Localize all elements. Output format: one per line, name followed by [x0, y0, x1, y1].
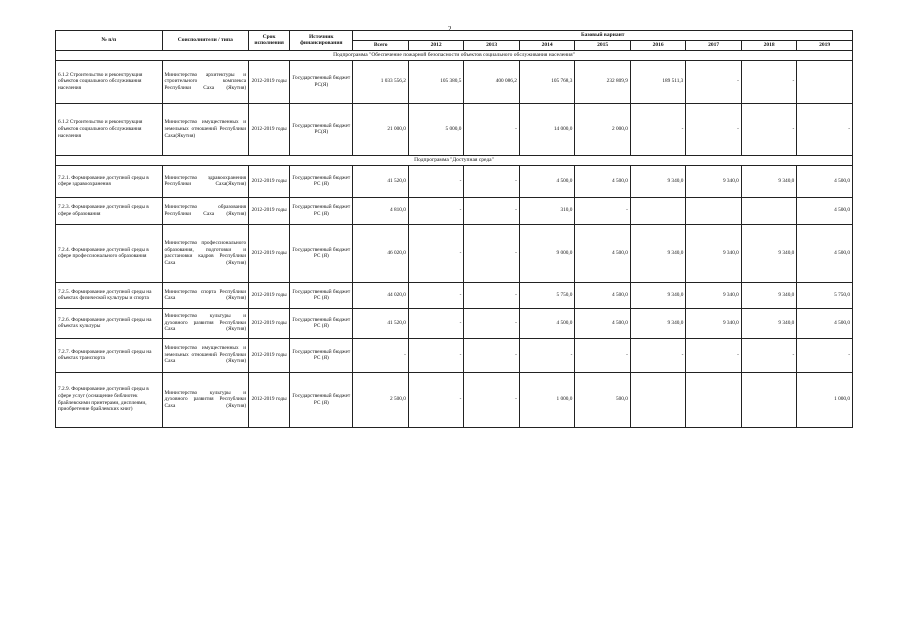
row-value: - [797, 103, 853, 155]
row-value: 105 768,3 [519, 60, 574, 103]
header-executors: Соисполнители / типа [162, 31, 249, 51]
row-value: - [686, 103, 741, 155]
row-term: 2012-2019 годы [249, 165, 290, 197]
row-value: 310,0 [519, 197, 574, 224]
row-executor: Министерство архитектуры и строительного комплекса Республики Саха (Якутия) [162, 60, 249, 103]
row-value: 46 020,0 [353, 224, 408, 282]
row-value: 44 020,0 [353, 282, 408, 308]
row-value: 9 340,0 [686, 224, 741, 282]
row-value: 1 033 556,2 [353, 60, 408, 103]
row-value: 1 000,0 [519, 372, 574, 427]
row-value: 4 500,0 [519, 308, 574, 338]
row-source: Государственный бюджет РС (Я) [290, 308, 353, 338]
row-value [686, 372, 741, 427]
row-value: - [575, 338, 630, 372]
row-value: - [741, 103, 796, 155]
subprogram-row [56, 155, 853, 165]
table-row [56, 60, 853, 103]
row-value: - [408, 308, 463, 338]
header-year: 2013 [464, 41, 519, 51]
row-value: - [408, 338, 463, 372]
row-value: 9 340,0 [630, 165, 685, 197]
row-source: Государственный бюджет РС (Я) [290, 224, 353, 282]
table-row [56, 308, 853, 338]
row-value: 14 000,0 [519, 103, 574, 155]
row-value: 41 520,0 [353, 165, 408, 197]
row-term: 2012-2019 годы [249, 103, 290, 155]
row-value: 4 500,0 [797, 197, 853, 224]
subprogram-title: Подпрограмма "Доступная среда" [56, 155, 853, 165]
row-value: - [797, 338, 853, 372]
row-value: 9 340,0 [741, 308, 796, 338]
row-name: 7.2.4. Формирование доступной среды в сфере профессионального образования [56, 224, 163, 282]
row-value: 9 340,0 [741, 165, 796, 197]
header-year: 2012 [408, 41, 463, 51]
row-name: 6.1.2 Строительство и реконструкция объектов социального обслуживания населения [56, 60, 163, 103]
row-executor: Министерство культуры и духовного развития Республики Саха (Якутия) [162, 308, 249, 338]
table-row [56, 282, 853, 308]
row-value: 4 500,0 [575, 282, 630, 308]
row-term: 2012-2019 годы [249, 60, 290, 103]
row-value: - [464, 165, 519, 197]
row-executor: Министерство образования Республики Саха (Якутия) [162, 197, 249, 224]
row-name: 7.2.9. Формирование доступной среды в сфере услуг (оснащение библиотек брайлевскими принтерами, дисплеями, приобретение брайлевских книг) [56, 372, 163, 427]
row-value: - [686, 338, 741, 372]
row-value: 5 000,0 [408, 103, 463, 155]
row-value: 4 810,0 [353, 197, 408, 224]
row-value: 9 340,0 [630, 282, 685, 308]
row-value: 9 340,0 [630, 224, 685, 282]
row-value: 9 340,0 [630, 308, 685, 338]
header-year: Всего [353, 41, 408, 51]
table-row [56, 165, 853, 197]
row-value: 4 500,0 [575, 224, 630, 282]
row-value: 4 500,0 [575, 165, 630, 197]
row-term: 2012-2019 годы [249, 338, 290, 372]
row-value: 4 500,0 [797, 308, 853, 338]
row-source: Государственный бюджет РС (Я) [290, 338, 353, 372]
row-source: Государственный бюджет РС (Я) [290, 165, 353, 197]
row-value: 400 086,2 [464, 60, 519, 103]
row-executor: Министерство имущественных и земельных отношений Республики Саха (Якутия) [162, 338, 249, 372]
row-value: 9 340,0 [741, 282, 796, 308]
row-value [797, 60, 853, 103]
row-value: - [519, 338, 574, 372]
row-value: 9 340,0 [686, 165, 741, 197]
row-value: 9 000,0 [519, 224, 574, 282]
header-year: 2019 [797, 41, 853, 51]
row-value: 1 000,0 [797, 372, 853, 427]
subprogram-title: Подпрограмма "Обеспечение пожарной безопасности объектов социального обслуживания населения" [56, 50, 853, 60]
header-source: Источник финансирования [290, 31, 353, 51]
row-executor: Министерство культуры и духовного развития Республики Саха (Якутия) [162, 372, 249, 427]
row-value [630, 197, 685, 224]
row-source: Государственный бюджет РС(Я) [290, 103, 353, 155]
row-value: - [408, 197, 463, 224]
row-value: - [464, 372, 519, 427]
table-row [56, 103, 853, 155]
row-term: 2012-2019 годы [249, 224, 290, 282]
table-row [56, 197, 853, 224]
header-year: 2015 [575, 41, 630, 51]
table-row [56, 338, 853, 372]
row-value: 105 380,5 [408, 60, 463, 103]
header-year: 2017 [686, 41, 741, 51]
row-value: 9 340,0 [686, 282, 741, 308]
row-value: 2 500,0 [353, 372, 408, 427]
row-value [686, 197, 741, 224]
row-term: 2012-2019 годы [249, 308, 290, 338]
row-value: - [408, 165, 463, 197]
row-value: - [408, 282, 463, 308]
table-row [56, 372, 853, 427]
row-value: - [408, 224, 463, 282]
row-name: 7.2.6. Формирование доступной среды на объектах культуры [56, 308, 163, 338]
row-value: - [630, 338, 685, 372]
row-executor: Министерство имущественных и земельных отношений Республики Саха(Якутия) [162, 103, 249, 155]
subprogram-row [56, 50, 853, 60]
row-value: - [408, 372, 463, 427]
row-value [741, 197, 796, 224]
header-year: 2018 [741, 41, 796, 51]
row-value: 2 000,0 [575, 103, 630, 155]
row-term: 2012-2019 годы [249, 282, 290, 308]
row-value: - [464, 224, 519, 282]
row-name: 7.2.1. Формирование доступной среды в сфере здравоохранения [56, 165, 163, 197]
row-value: - [464, 338, 519, 372]
row-value: 500,0 [575, 372, 630, 427]
row-value: - [464, 197, 519, 224]
table-row [56, 224, 853, 282]
header-base: Базовый вариант [353, 31, 853, 41]
row-source: Государственный бюджет РС (Я) [290, 197, 353, 224]
row-executor: Министерство профессионального образования, подготовки и расстановки кадров Республики Саха (Якутия) [162, 224, 249, 282]
row-value: 5 750,0 [797, 282, 853, 308]
row-name: 7.2.7. Формирование доступной среды на объектах транспорта [56, 338, 163, 372]
row-name: 7.2.5. Формирование доступной среды на объектах физической культуры и спорта [56, 282, 163, 308]
header-year: 2014 [519, 41, 574, 51]
row-executor: Министерство спорта Республики Саха (Якутия) [162, 282, 249, 308]
row-value: - [464, 103, 519, 155]
row-value: 189 511,3 [630, 60, 685, 103]
page-number: 2 [448, 25, 452, 33]
row-value: 232 809,9 [575, 60, 630, 103]
row-name: 6.1.2 Строительство и реконструкция объектов социального обслуживания населения [56, 103, 163, 155]
row-value: - [464, 282, 519, 308]
row-term: 2012-2019 годы [249, 372, 290, 427]
row-value: 9 340,0 [741, 224, 796, 282]
row-value: 5 750,0 [519, 282, 574, 308]
row-value: 4 500,0 [575, 308, 630, 338]
row-term: 2012-2019 годы [249, 197, 290, 224]
row-executor: Министерство здравоохранения Республики Саха(Якутия) [162, 165, 249, 197]
row-value: - [575, 197, 630, 224]
row-source: Государственный бюджет РС(Я) [290, 60, 353, 103]
row-value: 4 500,0 [519, 165, 574, 197]
budget-table [55, 30, 853, 428]
row-value: 41 520,0 [353, 308, 408, 338]
row-source: Государственный бюджет РС (Я) [290, 372, 353, 427]
row-value: 4 500,0 [797, 165, 853, 197]
header-term: Срок исполнения [249, 31, 290, 51]
row-value [741, 372, 796, 427]
row-value: - [630, 103, 685, 155]
row-value: 4 500,0 [797, 224, 853, 282]
row-value: - [686, 60, 741, 103]
header-num: № п/п [56, 31, 163, 51]
header-year: 2016 [630, 41, 685, 51]
row-value: - [464, 308, 519, 338]
row-value: - [741, 60, 796, 103]
row-value: 21 000,0 [353, 103, 408, 155]
row-value: 9 340,0 [686, 308, 741, 338]
row-name: 7.2.3. Формирование доступной среды в сфере образования [56, 197, 163, 224]
row-value: - [741, 338, 796, 372]
row-value: - [353, 338, 408, 372]
row-source: Государственный бюджет РС (Я) [290, 282, 353, 308]
row-value [630, 372, 685, 427]
